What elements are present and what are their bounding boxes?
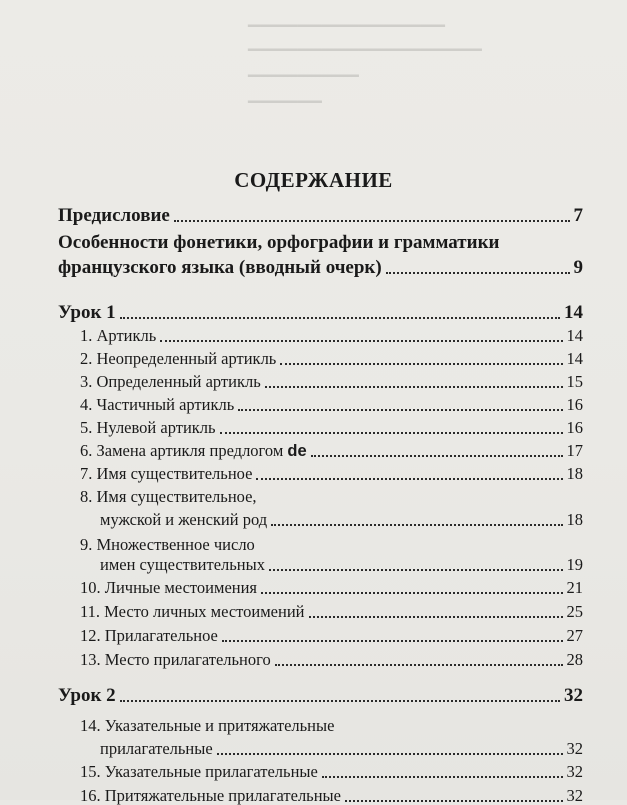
toc-entry-label: 11. Место личных местоимений xyxy=(80,602,305,621)
leader-dots xyxy=(386,272,570,274)
toc-entry-label: 2. Неопределенный артикль xyxy=(80,349,277,368)
leader-dots xyxy=(160,340,562,342)
bleed-through-text: ▁▁▁▁▁▁▁▁▁ xyxy=(248,60,359,77)
toc-entry-page: 27 xyxy=(566,626,583,645)
toc-entry-preface[interactable] xyxy=(58,206,583,225)
toc-entry-page: 25 xyxy=(566,602,583,621)
toc-entry-lesson-1[interactable] xyxy=(58,303,583,322)
leader-dots xyxy=(280,363,562,365)
bleed-through-text: ▁▁▁▁▁▁ xyxy=(248,86,322,103)
toc-entry-label: 13. Место прилагательного xyxy=(80,650,271,669)
toc-entry[interactable] xyxy=(80,604,583,621)
toc-entry-page: 32 xyxy=(566,786,583,805)
toc-entry[interactable] xyxy=(80,374,583,391)
leader-dots xyxy=(217,753,563,755)
toc-entry-page: 21 xyxy=(566,578,583,597)
toc-entry-page: 18 xyxy=(566,464,583,483)
toc-entry-page: 9 xyxy=(573,257,583,278)
toc-entry-page: 14 xyxy=(564,302,583,323)
toc-entry-page: 32 xyxy=(566,739,583,758)
leader-dots xyxy=(222,640,563,642)
toc-entry[interactable] xyxy=(80,580,583,597)
toc-entry-page: 28 xyxy=(566,650,583,669)
bleed-through-text: ▁▁▁▁▁▁▁▁▁▁▁▁▁▁▁▁ xyxy=(248,10,445,27)
toc-entry-label: 12. Прилагательное xyxy=(80,626,218,645)
leader-dots xyxy=(220,432,563,434)
toc-entry-intro[interactable] xyxy=(58,258,583,277)
toc-entry-label-line1: 9. Множественное число xyxy=(80,535,255,554)
toc-entry-label: Урок 1 xyxy=(58,302,116,323)
leader-dots xyxy=(261,592,562,594)
toc-entry[interactable] xyxy=(80,628,583,645)
bleed-through-text: ▁▁▁▁▁▁▁▁▁▁▁▁▁▁▁▁▁▁▁ xyxy=(248,34,482,51)
toc-entry-label: Предисловие xyxy=(58,205,170,226)
toc-entry-lesson-2[interactable] xyxy=(58,686,583,705)
leader-dots xyxy=(271,524,562,526)
leader-dots xyxy=(269,569,563,571)
toc-entry[interactable] xyxy=(100,741,583,758)
toc-entry[interactable] xyxy=(80,764,583,781)
toc-entry-label-line1: 14. Указательные и притяжательные xyxy=(80,716,335,735)
leader-dots xyxy=(120,700,560,702)
toc-entry-page: 16 xyxy=(566,395,583,414)
leader-dots xyxy=(311,455,563,457)
toc-entry[interactable] xyxy=(80,652,583,669)
toc-entry[interactable] xyxy=(80,351,583,368)
toc-entry-page: 18 xyxy=(566,510,583,529)
leader-dots xyxy=(238,409,562,411)
toc-entry-page: 32 xyxy=(566,762,583,781)
toc-entry-label: 10. Личные местоимения xyxy=(80,578,258,597)
toc-entry[interactable] xyxy=(80,443,583,460)
toc-entry-label: 1. Артикль xyxy=(80,326,157,345)
leader-dots xyxy=(265,386,563,388)
leader-dots xyxy=(322,776,563,778)
toc-entry-label: имен существительных xyxy=(100,555,265,574)
toc-entry[interactable] xyxy=(80,328,583,345)
leader-dots xyxy=(309,616,563,618)
toc-entry[interactable] xyxy=(80,397,583,414)
contents-heading: СОДЕРЖАНИЕ xyxy=(234,168,393,192)
toc-entry-label: 15. Указательные прилагательные xyxy=(80,762,318,781)
toc-entry[interactable] xyxy=(100,512,583,529)
toc-entry-label: 7. Имя существительное xyxy=(80,464,253,483)
toc-entry[interactable] xyxy=(80,420,583,437)
toc-entry-label: прилагательные xyxy=(100,739,213,758)
toc-entry[interactable] xyxy=(100,557,583,574)
toc-entry-page: 15 xyxy=(566,372,583,391)
leader-dots xyxy=(275,664,563,666)
toc-entry-page: 32 xyxy=(564,685,583,706)
toc-entry-label-line1: Особенности фонетики, орфографии и грамматики xyxy=(58,232,500,253)
toc-entry-label: мужской и женский род xyxy=(100,510,268,529)
leader-dots xyxy=(256,478,562,480)
toc-entry-page: 14 xyxy=(566,349,583,368)
toc-entry-page: 16 xyxy=(566,418,583,437)
toc-entry-page: 7 xyxy=(573,205,583,226)
toc-entry-page: 19 xyxy=(566,555,583,574)
toc-entry-page: 17 xyxy=(566,441,583,460)
toc-entry-label: 6. Замена артикля предлогом de xyxy=(80,441,307,460)
toc-entry-label: 16. Притяжательные прилагательные xyxy=(80,786,341,805)
toc-entry-label: 3. Определенный артикль xyxy=(80,372,261,391)
leader-dots xyxy=(174,220,570,222)
toc-entry-label: 4. Частичный артикль xyxy=(80,395,235,414)
toc-entry-label-line1: 8. Имя существительное, xyxy=(80,487,257,506)
toc-entry-page: 14 xyxy=(566,326,583,345)
toc-entry[interactable] xyxy=(80,788,583,805)
toc-entry-label: 5. Нулевой артикль xyxy=(80,418,216,437)
toc-entry[interactable] xyxy=(80,466,583,483)
leader-dots xyxy=(120,317,560,319)
toc-entry-label: Урок 2 xyxy=(58,685,116,706)
toc-entry-label: французского языка (вводный очерк) xyxy=(58,257,382,278)
